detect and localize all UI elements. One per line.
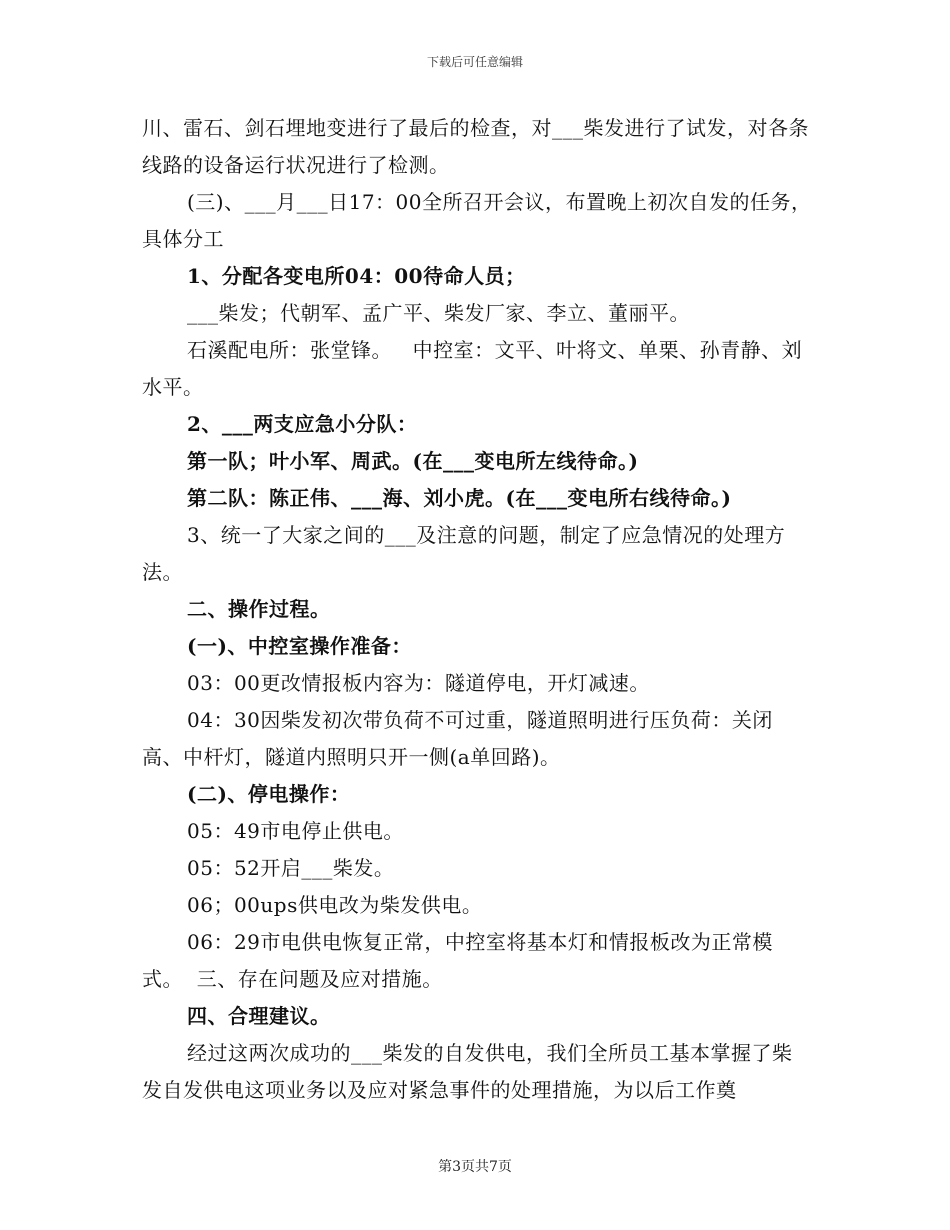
paragraph: 川、雷石、剑石埋地变进行了最后的检查，对___柴发进行了试发，对各条线路的设备运行状况进行了检测。	[142, 116, 809, 177]
page-footer: 第3页共7页	[438, 1159, 512, 1175]
section-heading: 四、合理建议。	[187, 1004, 331, 1028]
document-body	[142, 110, 812, 1109]
paragraph: 03：00更改情报板内容为：隧道停电，开灯减速。	[187, 671, 650, 695]
paragraph: (三)、___月___日17：00全所召开会议，布置晚上初次自发的任务，具体分工	[142, 190, 812, 251]
paragraph: 3、统一了大家之间的___及注意的问题，制定了应急情况的处理方法。	[142, 523, 786, 584]
paragraph-bold: 第二队：陈正伟、___海、刘小虎。(在___变电所右线待命。)	[187, 486, 732, 510]
section-heading: 1、分配各变电所04：00待命人员；	[187, 264, 526, 288]
page-header: 下载后可任意编辑	[426, 55, 523, 69]
section-heading: 2、___两支应急小分队：	[187, 412, 418, 436]
paragraph: 05：52开启___柴发。	[187, 856, 395, 880]
paragraph: 06：29市电供电恢复正常，中控室将基本灯和情报板改为正常模式。 三、存在问题及应对措施。	[142, 930, 773, 991]
paragraph: 经过这两次成功的___柴发的自发供电，我们全所员工基本掌握了柴发自发供电这项业务以及应对紧急事件的处理措施，为以后工作奠	[142, 1041, 793, 1102]
paragraph: ___柴发；代朝军、孟广平、柴发厂家、李立、董丽平。	[187, 301, 690, 325]
section-heading: (二)、停电操作：	[187, 782, 351, 806]
section-heading: (一)、中控室操作准备：	[187, 634, 412, 658]
paragraph: 05：49市电停止供电。	[187, 819, 404, 843]
paragraph: 石溪配电所：张堂锋。 中控室：文平、叶将文、单栗、孙青静、刘水平。	[142, 338, 803, 399]
paragraph: 06；00ups供电改为柴发供电。	[187, 893, 483, 917]
section-heading: 二、操作过程。	[187, 597, 331, 621]
paragraph: 04：30因柴发初次带负荷不可过重，隧道照明进行压负荷：关闭高、中杆灯，隧道内照明只开一侧(a单回路)。	[142, 708, 773, 769]
paragraph-bold: 第一队；叶小军、周武。(在___变电所左线待命。)	[187, 449, 639, 473]
